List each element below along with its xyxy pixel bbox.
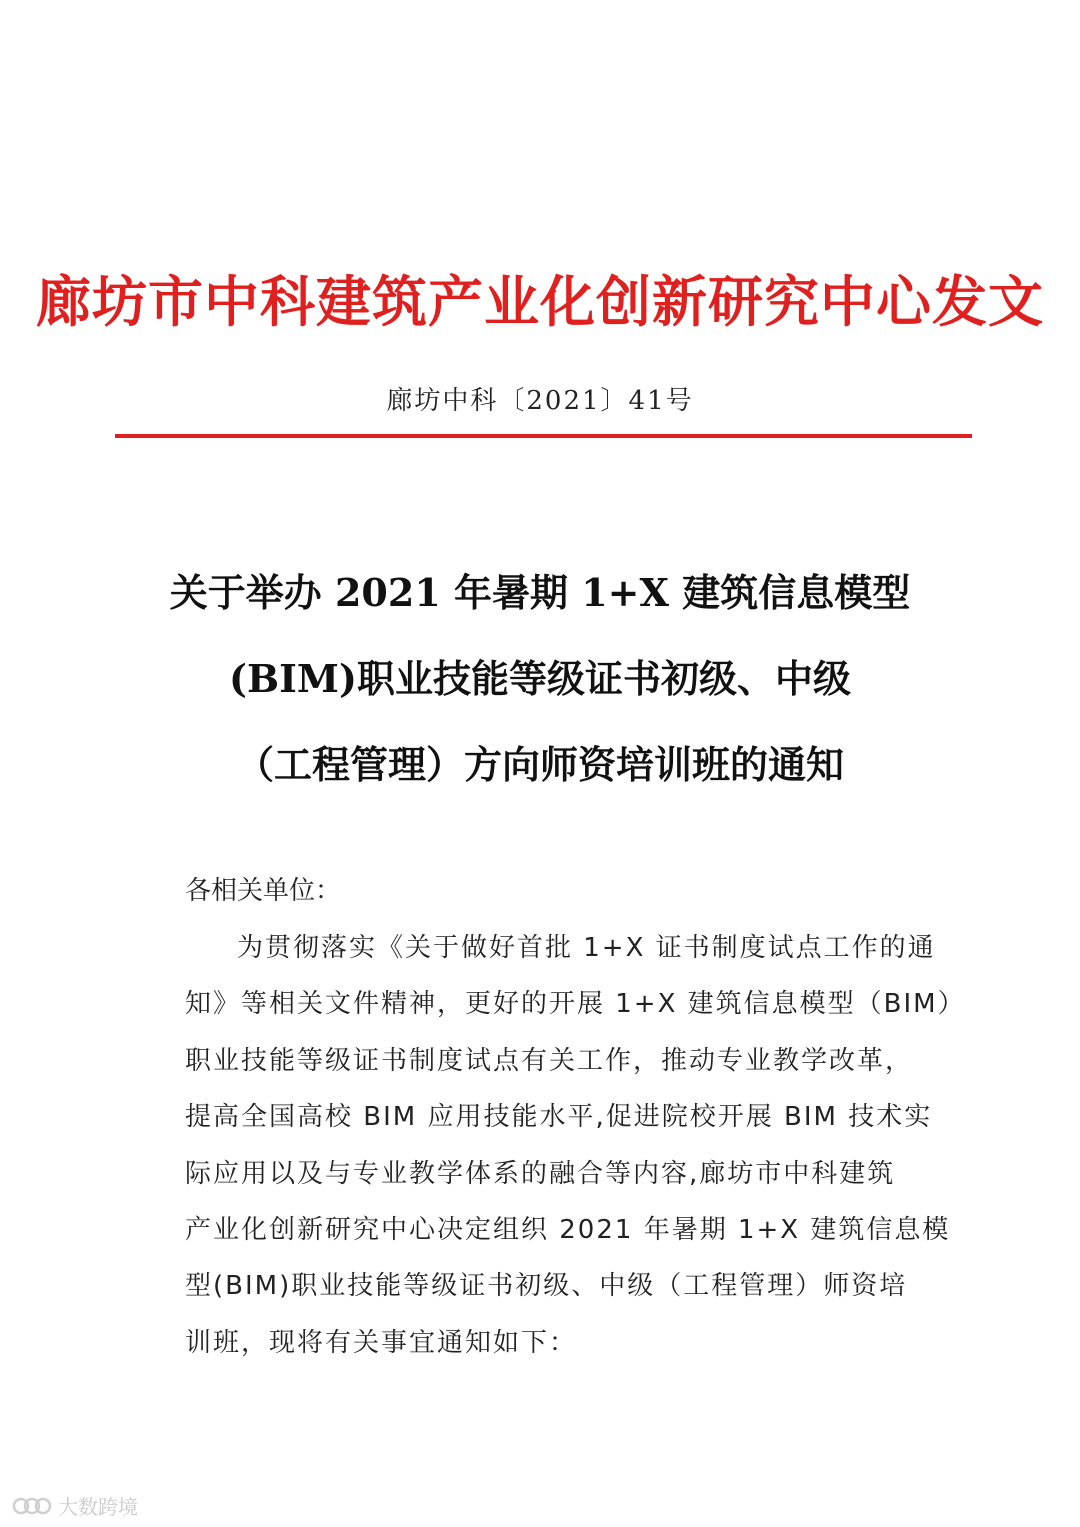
- salutation: 各相关单位：: [185, 876, 342, 906]
- document-number: 廊坊中科〔2021〕41号: [386, 386, 694, 416]
- brand-logo-icon: [12, 1495, 52, 1517]
- body-line: 型(BIM)职业技能等级证书初级、中级（工程管理）师资培: [185, 1271, 908, 1302]
- body-line: 提高全国高校 BIM 应用技能水平,促进院校开展 BIM 技术实: [185, 1102, 933, 1133]
- watermark: [12, 1491, 138, 1520]
- title-line: 关于举办 2021 年暑期 1+X 建筑信息模型: [169, 570, 911, 615]
- title-line: （工程管理）方向师资培训班的通知: [235, 742, 844, 787]
- body-line: 为贯彻落实《关于做好首批 1+X 证书制度试点工作的通: [237, 933, 936, 963]
- body-line: 职业技能等级证书制度试点有关工作，推动专业教学改革，: [185, 1045, 914, 1076]
- body-line: 产业化创新研究中心决定组织 2021 年暑期 1+X 建筑信息模: [185, 1214, 951, 1245]
- watermark-text: 大数跨境: [58, 1495, 138, 1519]
- red-divider: [115, 434, 972, 438]
- body-paragraph: [185, 928, 966, 1379]
- title-line: (BIM)职业技能等级证书初级、中级: [229, 656, 851, 701]
- body-line: 训班，现将有关事宜通知如下：: [185, 1327, 578, 1358]
- body-line: 知》等相关文件精神，更好的开展 1+X 建筑信息模型（BIM）: [185, 989, 966, 1020]
- body-line: 际应用以及与专业教学体系的融合等内容,廊坊市中科建筑: [185, 1158, 896, 1189]
- organization-header: 廊坊市中科建筑产业化创新研究中心发文: [35, 269, 1044, 334]
- document-title: [0, 562, 1080, 820]
